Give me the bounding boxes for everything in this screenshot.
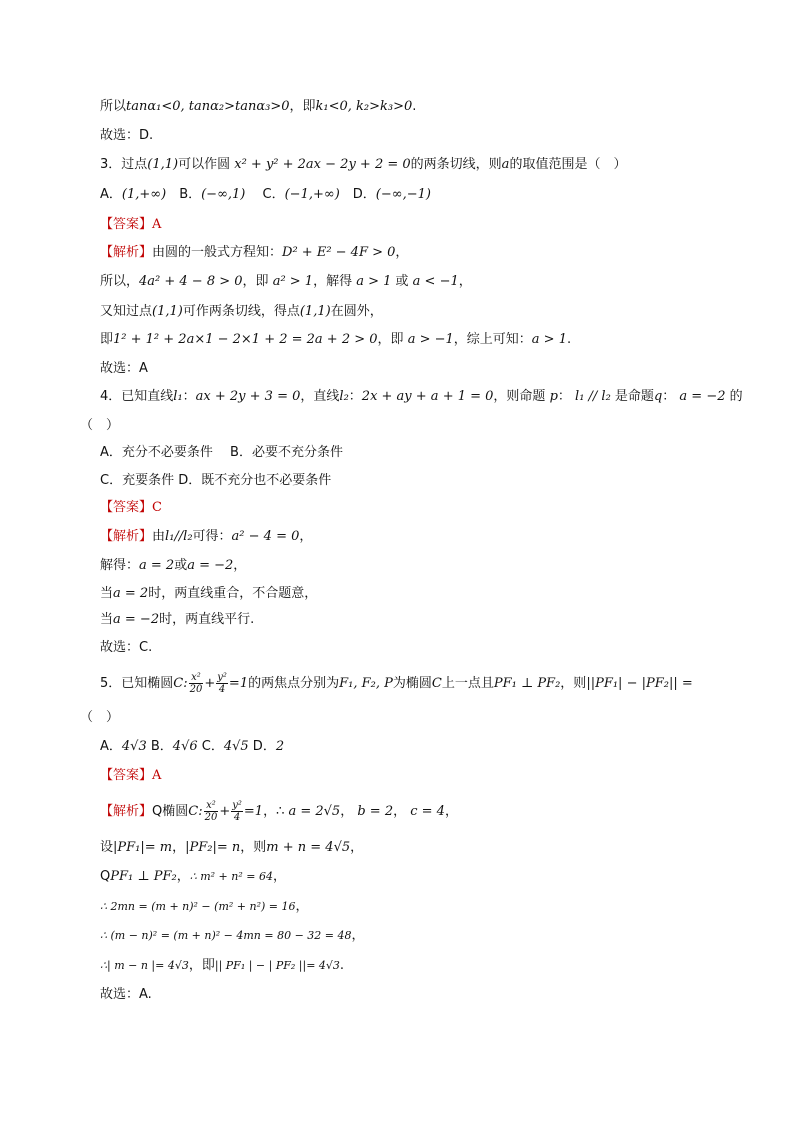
text-run: ，直线 bbox=[300, 389, 340, 404]
text-run: 可得： bbox=[192, 529, 232, 544]
question-4-options-cd bbox=[100, 471, 331, 491]
section-tag: 【解析】 bbox=[100, 804, 153, 819]
text-line bbox=[100, 556, 246, 576]
math-expression: l₁ // l₂ bbox=[575, 389, 611, 404]
text-run: 故选：A bbox=[100, 361, 148, 376]
text-run: ， bbox=[340, 804, 358, 819]
math-expression: (1,1) bbox=[147, 157, 179, 172]
math-expression: 1² + 1² + 2a×1 − 2×1 + 2 = 2a + 2 > 0 bbox=[113, 332, 378, 347]
text-run: 设 bbox=[100, 840, 114, 855]
text-run: 当 bbox=[100, 586, 114, 601]
math-expression: ax + 2y + 3 = 0 bbox=[195, 389, 301, 404]
text-line bbox=[100, 867, 286, 887]
text-run: 所以 bbox=[100, 99, 127, 114]
text-run: ： bbox=[662, 389, 680, 404]
text-run: ， bbox=[395, 245, 409, 260]
text-run: 的 bbox=[725, 389, 743, 404]
text-line bbox=[100, 610, 254, 630]
math-expression: q bbox=[653, 389, 663, 404]
math-expression: a > 1 bbox=[356, 274, 392, 289]
math-expression: a = 2 bbox=[139, 558, 175, 573]
question-5-stem bbox=[100, 672, 693, 695]
text-run: 由圆的一般式方程知： bbox=[152, 245, 283, 260]
fraction-numerator: x² bbox=[189, 672, 204, 684]
text-run: Q椭圆 bbox=[152, 804, 189, 819]
question-4-stem bbox=[100, 387, 743, 407]
fraction-numerator: y² bbox=[232, 800, 242, 811]
text-run: ： bbox=[348, 389, 362, 404]
text-run: ， bbox=[295, 899, 309, 914]
math-expression: (1,1) bbox=[299, 304, 331, 319]
math-expression: c = 4 bbox=[410, 804, 445, 819]
fraction-denominator: 20 bbox=[189, 684, 203, 695]
text-run: 4．已知直线 bbox=[100, 389, 174, 404]
text-run: ，∴ bbox=[263, 804, 289, 819]
text-line bbox=[100, 956, 344, 976]
text-run: D． bbox=[339, 187, 376, 202]
text-run: 又知过点 bbox=[100, 304, 153, 319]
math-expression: k₁<0, k₂>k₃>0 bbox=[315, 99, 413, 114]
text-run: ， bbox=[393, 804, 411, 819]
text-run: 或 bbox=[391, 274, 413, 289]
question-5-options bbox=[100, 737, 284, 757]
question-3-stem bbox=[100, 155, 626, 175]
math-expression: (1,1) bbox=[152, 304, 183, 319]
math-expression: a = −2 bbox=[187, 558, 234, 573]
math-expression: ||PF₁| − |PF₂|| = bbox=[586, 676, 693, 691]
section-tag: 【答案】 bbox=[100, 768, 153, 783]
question-5-answer bbox=[100, 766, 161, 786]
text-run: ，则 bbox=[560, 676, 587, 691]
fraction-denominator: 4 bbox=[218, 684, 226, 695]
fraction bbox=[204, 800, 219, 823]
math-expression: p bbox=[549, 389, 558, 404]
math-expression: a bbox=[501, 157, 510, 172]
text-run: 解得： bbox=[100, 558, 140, 573]
text-run: ， bbox=[176, 869, 190, 884]
text-run: 或 bbox=[174, 558, 188, 573]
math-expression: ∴| m − n |= 4√3 bbox=[100, 959, 189, 972]
text-run: 3．过点 bbox=[100, 157, 148, 172]
fraction-denominator: 20 bbox=[204, 812, 218, 823]
math-expression: x² + y² + 2ax − 2y + 2 = 0 bbox=[234, 157, 411, 172]
text-run: （ ） bbox=[80, 710, 120, 725]
math-expression: a² − 4 = 0 bbox=[231, 529, 300, 544]
text-run: . bbox=[566, 332, 572, 347]
text-run: 的两条切线，则 bbox=[410, 157, 502, 172]
fraction bbox=[189, 672, 204, 695]
text-run: ，则 bbox=[240, 840, 267, 855]
text-line bbox=[100, 272, 472, 292]
text-run: C． bbox=[245, 187, 285, 202]
text-run: 由 bbox=[152, 529, 166, 544]
text-run: ， bbox=[299, 529, 313, 544]
math-expression: l₁//l₂ bbox=[165, 529, 193, 544]
math-expression: =1 bbox=[228, 676, 249, 691]
text-run: . bbox=[412, 99, 417, 114]
math-expression: b = 2 bbox=[357, 804, 394, 819]
math-expression: 2x + ay + a + 1 = 0 bbox=[361, 389, 494, 404]
text-line bbox=[100, 584, 317, 604]
math-expression: (−∞,−1) bbox=[375, 187, 431, 202]
text-run: 可以作圆 bbox=[178, 157, 235, 172]
text-run: 时，两直线平行. bbox=[159, 612, 255, 627]
text-run: . bbox=[339, 958, 345, 973]
fraction bbox=[231, 800, 243, 823]
math-expression: 4√6 bbox=[172, 739, 198, 754]
fraction bbox=[216, 672, 228, 695]
math-expression: m + n = 4√5 bbox=[266, 840, 351, 855]
text-run: 5．已知椭圆 bbox=[100, 676, 174, 691]
text-run: 在圆外， bbox=[330, 304, 383, 319]
text-run: ，即 bbox=[377, 332, 408, 347]
math-expression: l₁ bbox=[173, 389, 183, 404]
text-run: 故选：A. bbox=[100, 987, 152, 1002]
text-line bbox=[100, 126, 153, 146]
question-3-options bbox=[100, 185, 431, 205]
math-expression: C bbox=[431, 676, 442, 691]
text-run: ，解得 bbox=[313, 274, 357, 289]
math-expression: a = −2 bbox=[679, 389, 726, 404]
math-expression: a = −2 bbox=[113, 612, 160, 627]
text-run: C． bbox=[197, 739, 224, 754]
text-run: C．充要条件 D．既不充分也不必要条件 bbox=[100, 473, 332, 488]
question-4-options-ab bbox=[100, 443, 343, 463]
text-run: ， bbox=[458, 274, 472, 289]
text-run: ，即 bbox=[188, 958, 215, 973]
section-tag: 【解析】 bbox=[100, 245, 153, 260]
fraction-denominator: 4 bbox=[233, 812, 241, 823]
text-run: 即 bbox=[100, 332, 114, 347]
text-run: 故选：C. bbox=[100, 640, 153, 655]
text-run: A．充分不必要条件 B．必要不充分条件 bbox=[100, 445, 343, 460]
text-run: 的两焦点分别为 bbox=[248, 676, 340, 691]
math-expression: ∴ (m − n)² = (m + n)² − 4mn = 80 − 32 = 48 bbox=[100, 929, 352, 942]
text-line bbox=[100, 985, 152, 1005]
text-line bbox=[100, 330, 571, 350]
text-line bbox=[100, 97, 416, 117]
math-expression: l₂ bbox=[339, 389, 349, 404]
fraction-numerator: x² bbox=[204, 800, 219, 812]
text-run: ： bbox=[182, 389, 196, 404]
section-tag: 【答案】 bbox=[100, 500, 153, 515]
text-line bbox=[100, 302, 383, 322]
text-run: 的取值范围是（ ） bbox=[509, 157, 627, 172]
text-run: ， bbox=[350, 840, 364, 855]
text-run: 所以， bbox=[100, 274, 140, 289]
math-expression: 4√5 bbox=[223, 739, 249, 754]
question-4-paren bbox=[80, 416, 119, 436]
text-run: ， bbox=[444, 804, 458, 819]
math-expression: a = 2√5 bbox=[288, 804, 341, 819]
math-expression: ∴ 2mn = (m + n)² − (m² + n²) = 16 bbox=[100, 900, 296, 913]
text-run: D． bbox=[248, 739, 276, 754]
text-line bbox=[100, 638, 152, 658]
text-run: 故选：D. bbox=[100, 128, 154, 143]
fraction-numerator: y² bbox=[217, 672, 227, 683]
text-run: B． bbox=[146, 739, 173, 754]
math-expression: |PF₁|= m bbox=[113, 840, 173, 855]
math-expression: + bbox=[204, 676, 216, 691]
math-expression: 4√3 bbox=[121, 739, 147, 754]
math-expression: a > −1 bbox=[407, 332, 454, 347]
text-run: A． bbox=[100, 739, 122, 754]
text-run: 可作两条切线，得点 bbox=[182, 304, 300, 319]
answer-value: A bbox=[152, 768, 162, 783]
math-expression: (1,+∞) bbox=[121, 187, 167, 202]
math-expression: F₁, F₂, P bbox=[339, 676, 393, 691]
section-tag: 【答案】 bbox=[100, 217, 153, 232]
text-run: ，即 bbox=[242, 274, 273, 289]
math-expression: a = 2 bbox=[113, 586, 149, 601]
math-expression: tanα₁<0, tanα₂>tanα₃>0 bbox=[126, 99, 290, 114]
question-3-answer bbox=[100, 215, 161, 235]
math-expression: a > 1 bbox=[531, 332, 567, 347]
text-run: ，即 bbox=[289, 99, 316, 114]
text-run: （ ） bbox=[80, 418, 120, 433]
text-run: ， bbox=[233, 558, 247, 573]
math-expression: (−1,+∞) bbox=[284, 187, 340, 202]
math-expression: PF₁ ⊥ PF₂ bbox=[110, 869, 177, 884]
text-line bbox=[100, 897, 309, 917]
text-run: Q bbox=[100, 869, 111, 884]
text-run: ， bbox=[272, 869, 286, 884]
math-expression: =1 bbox=[243, 804, 264, 819]
question-5-analysis bbox=[100, 800, 458, 823]
text-run: ， bbox=[351, 928, 365, 943]
text-run: ，综上可知： bbox=[453, 332, 532, 347]
math-expression: C: bbox=[188, 804, 203, 819]
text-run: 为椭圆 bbox=[392, 676, 432, 691]
section-tag: 【解析】 bbox=[100, 529, 153, 544]
text-run: 上一点且 bbox=[441, 676, 494, 691]
math-expression: (−∞,1) bbox=[201, 187, 246, 202]
math-expression: a² > 1 bbox=[272, 274, 314, 289]
question-4-answer bbox=[100, 498, 162, 518]
math-expression: ∴ m² + n² = 64 bbox=[189, 870, 273, 883]
math-expression: C: bbox=[173, 676, 188, 691]
math-expression: |PF₂|= n bbox=[185, 840, 241, 855]
math-expression: D² + E² − 4F > 0 bbox=[282, 245, 396, 260]
text-run: ，则命题 bbox=[493, 389, 550, 404]
math-expression: 4a² + 4 − 8 > 0 bbox=[139, 274, 243, 289]
text-run: ， bbox=[172, 840, 186, 855]
math-expression: a < −1 bbox=[412, 274, 459, 289]
text-line bbox=[100, 359, 148, 379]
question-3-analysis bbox=[100, 243, 408, 263]
text-run: 当 bbox=[100, 612, 114, 627]
text-line bbox=[100, 838, 363, 858]
math-expression: + bbox=[219, 804, 231, 819]
text-run: ： bbox=[557, 389, 576, 404]
text-run: A． bbox=[100, 187, 122, 202]
math-expression: || PF₁ | − | PF₂ ||= 4√3 bbox=[214, 959, 340, 972]
math-expression: PF₁ ⊥ PF₂ bbox=[493, 676, 561, 691]
answer-value: C bbox=[152, 500, 162, 515]
text-run: B． bbox=[166, 187, 202, 202]
text-run: 是命题 bbox=[610, 389, 654, 404]
text-run: 时，两直线重合，不合题意， bbox=[148, 586, 318, 601]
text-line bbox=[100, 926, 365, 946]
question-4-analysis bbox=[100, 527, 312, 547]
question-5-paren bbox=[80, 708, 119, 728]
math-expression: 2 bbox=[275, 739, 285, 754]
answer-value: A bbox=[152, 217, 162, 232]
